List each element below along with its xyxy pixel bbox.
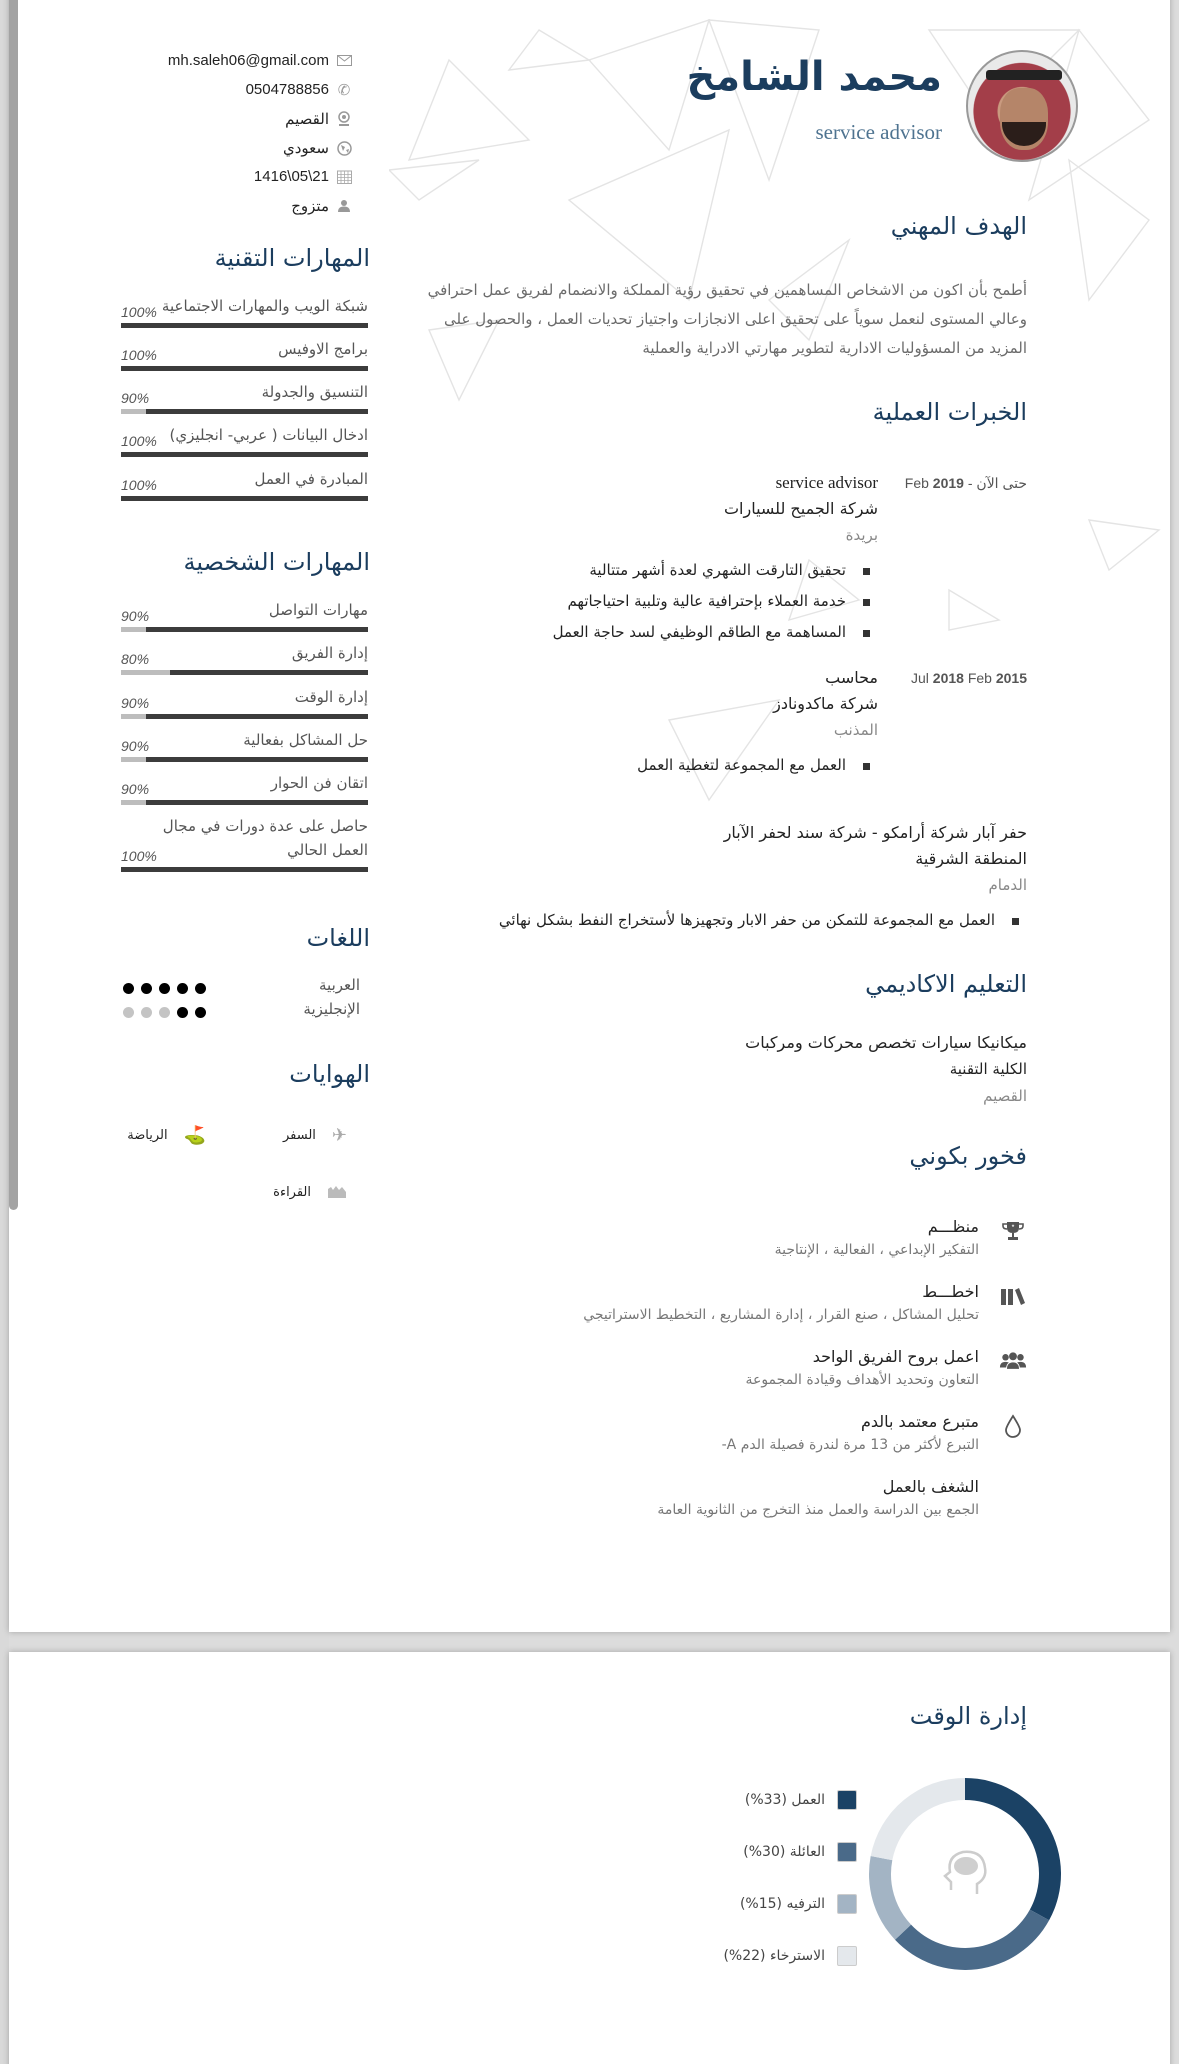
achievement-item	[527, 1280, 1027, 1336]
level-dot	[123, 983, 134, 994]
level-dot	[141, 1007, 152, 1018]
skill-percent: 100%	[121, 347, 157, 363]
skill-label: حل المشاكل بفعالية	[243, 731, 368, 749]
achievement-title: منظـــم	[927, 1217, 979, 1236]
skill-label: التنسيق والجدولة	[261, 383, 368, 401]
skill-percent: 80%	[121, 651, 150, 667]
language-label: العربية	[319, 976, 360, 994]
skill-percent: 90%	[121, 390, 150, 406]
skill-label: مهارات التواصل	[268, 601, 368, 619]
experience-job-title: حفر آبار شركة أرامكو - شركة سند لحفر الآبار	[723, 823, 1027, 842]
achievement-item	[527, 1215, 1027, 1271]
skill-progress-fill	[146, 627, 368, 632]
scrollbar-thumb[interactable]	[9, 0, 18, 1210]
scrollbar-track[interactable]	[0, 0, 9, 2064]
experience-job-title: service advisor	[775, 473, 878, 492]
level-dot	[123, 1007, 134, 1018]
skill-item	[121, 294, 368, 328]
level-dot	[177, 983, 188, 994]
phone-icon: ✆	[337, 81, 351, 99]
skill-item	[121, 380, 368, 414]
skill-percent: 100%	[121, 848, 157, 864]
experience-city: بريدة	[845, 526, 878, 544]
objective-title: الهدف المهني	[890, 212, 1027, 240]
resume-page-1	[9, 0, 1170, 1632]
donut-slice-2	[895, 1910, 1049, 1970]
hobby-reading	[273, 1182, 347, 1203]
calendar-icon	[336, 169, 352, 185]
legend-item	[745, 1790, 857, 1810]
contact-nationality	[283, 139, 352, 157]
marital-status-text: متزوج	[291, 198, 329, 215]
achievement-item	[527, 1410, 1027, 1466]
skill-progress-fill	[121, 366, 368, 371]
experience-company: شركة ماكدونادز	[773, 694, 878, 713]
experience-bullet: تحقيق التارقت الشهري لعدة أشهر متتالية	[553, 555, 878, 586]
location-text: القصيم	[285, 111, 329, 128]
education-title: التعليم الاكاديمي	[865, 970, 1027, 998]
chart-title: إدارة الوقت	[909, 1702, 1027, 1730]
hobby-label: السفر	[282, 1128, 316, 1143]
trophy-icon	[999, 1219, 1027, 1243]
legend-swatch	[837, 1946, 857, 1966]
skill-label: برامج الاوفيس	[278, 340, 368, 358]
books-icon	[999, 1284, 1027, 1308]
profile-photo	[966, 50, 1078, 162]
globe-icon	[336, 140, 352, 156]
education-degree: ميكانيكا سيارات تخصص محركات ومركبات	[745, 1033, 1027, 1052]
drop-icon	[999, 1414, 1027, 1438]
skill-progress-bar	[121, 757, 368, 762]
legend-swatch	[837, 1894, 857, 1914]
hobby-travel	[283, 1125, 347, 1146]
achievement-title: متبرع معتمد بالدم	[860, 1412, 979, 1431]
team-icon	[999, 1349, 1027, 1373]
experience-city: الدمام	[988, 876, 1027, 894]
experience-item-1	[553, 470, 878, 648]
legend-label: الترفيه (15%)	[739, 1896, 825, 1912]
skill-progress-fill	[170, 670, 368, 675]
brain-head-icon	[945, 1852, 985, 1894]
skill-progress-fill	[121, 867, 368, 872]
skill-item	[121, 771, 368, 805]
legend-swatch	[837, 1842, 857, 1862]
sports-icon: ⛳	[183, 1125, 206, 1146]
skill-percent: 90%	[121, 608, 150, 624]
skill-progress-bar	[121, 496, 368, 501]
skill-progress-bar	[121, 366, 368, 371]
skill-label: إدارة الوقت	[294, 688, 368, 706]
achievement-desc: الجمع بين الدراسة والعمل منذ التخرج من الثانوية العامة	[657, 1502, 979, 1518]
languages-title: اللغات	[306, 924, 370, 952]
skill-label: المبادرة في العمل	[254, 470, 368, 488]
skill-percent: 100%	[121, 433, 157, 449]
achievement-item	[527, 1345, 1027, 1401]
achievement-item	[527, 1475, 1027, 1531]
resume-page-2	[9, 1652, 1170, 2064]
legend-item	[740, 1894, 857, 1914]
legend-swatch	[837, 1790, 857, 1810]
skill-progress-bar	[121, 670, 368, 675]
skill-item	[121, 423, 368, 457]
language-item	[121, 1000, 368, 1024]
achievement-desc: التبرع لأكثر من 13 مرة لندرة فصيلة الدم A-	[721, 1437, 979, 1453]
experience-1-date: Feb 2019 - حتى الآن	[904, 475, 1027, 491]
nationality-text: سعودي	[283, 140, 329, 157]
contact-marital-status	[291, 197, 352, 215]
skill-item	[121, 337, 368, 371]
skill-item	[121, 728, 368, 762]
hobbies-title: الهوايات	[289, 1060, 370, 1088]
location-pin-icon	[336, 111, 352, 127]
skill-progress-fill	[121, 496, 368, 501]
experience-company: المنطقة الشرقية	[915, 849, 1027, 868]
time-management-donut-chart	[865, 1774, 1065, 1974]
level-dot	[159, 1007, 170, 1018]
experience-bullet: العمل مع المجموعة للتمكن من حفر الابار وتجهيزها لأستخراج النفط بشكل نهائي	[499, 905, 1027, 936]
donut-slice-4	[871, 1778, 965, 1860]
skill-label: شبكة الويب والمهارات الاجتماعية	[161, 297, 368, 315]
skill-item	[121, 641, 368, 675]
email-text: mh.saleh06@gmail.com	[167, 52, 329, 69]
candidate-name: محمد الشامخ	[686, 54, 942, 100]
skill-progress-bar	[121, 714, 368, 719]
language-level	[123, 983, 206, 994]
legend-label: الاسترخاء (22%)	[723, 1948, 825, 1964]
experience-bullet: المساهمة مع الطاقم الوظيفي لسد حاجة العمل	[553, 617, 878, 648]
achievements-title: فخور بكوني	[909, 1142, 1027, 1170]
skill-progress-bar	[121, 627, 368, 632]
level-dot	[195, 983, 206, 994]
level-dot	[141, 983, 152, 994]
candidate-job-title: service advisor	[815, 120, 942, 144]
hobby-label: القراءة	[273, 1185, 311, 1200]
level-dot	[177, 1007, 188, 1018]
skill-item	[121, 467, 368, 501]
experience-city: المذنب	[833, 721, 878, 739]
donut-slice-3	[869, 1856, 911, 1940]
skill-progress-fill	[121, 323, 368, 328]
education-item	[745, 1030, 1027, 1110]
hobby-label: الرياضة	[127, 1128, 168, 1143]
experience-bullet: خدمة العملاء بإحترافية عالية وتلبية احتياجاتهم	[553, 586, 878, 617]
skill-item	[121, 814, 368, 872]
skill-percent: 90%	[121, 781, 150, 797]
skill-progress-fill	[146, 757, 368, 762]
skill-progress-fill	[146, 409, 368, 414]
skill-label: إدارة الفريق	[291, 644, 368, 662]
skill-percent: 90%	[121, 695, 150, 711]
language-level	[123, 1007, 206, 1018]
envelope-icon	[336, 53, 352, 69]
achievement-desc: التعاون وتحديد الأهداف وقيادة المجموعة	[745, 1372, 979, 1388]
education-institution: الكلية التقنية	[949, 1060, 1027, 1078]
contact-location	[285, 110, 352, 128]
skill-progress-fill	[121, 452, 368, 457]
airplane-icon: ✈	[331, 1125, 347, 1146]
education-city: القصيم	[983, 1087, 1027, 1105]
legend-item	[723, 1946, 857, 1966]
skill-percent: 90%	[121, 738, 150, 754]
experience-job-title: محاسب	[825, 668, 878, 687]
experience-company: شركة الجميح للسيارات	[723, 499, 878, 518]
skill-progress-bar	[121, 409, 368, 414]
level-dot	[159, 983, 170, 994]
phone-text: 0504788856	[245, 81, 329, 98]
contact-email[interactable]	[168, 52, 352, 69]
experience-title: الخبرات العملية	[872, 398, 1027, 426]
objective-text: أطمح بأن اكون من الاشخاص المساهمين في تحقيق رؤية المملكة والانضمام لفريق عمل احترافي وعالي المستوى لنعمل سوياً على تحقيق اعلى الانجازات واجتياز تحديات العمل ، والحصول على المزيد من المسؤوليات الادارية لتطوير مهارتي الادراية والعملية	[427, 281, 1027, 357]
books-icon	[327, 1182, 347, 1203]
personal-skills-title: المهارات الشخصية	[183, 548, 370, 576]
skill-progress-bar	[121, 323, 368, 328]
legend-item	[743, 1842, 857, 1862]
skill-progress-fill	[146, 800, 368, 805]
achievement-title: الشغف بالعمل	[882, 1477, 979, 1496]
experience-item-3	[499, 820, 1027, 936]
experience-item-2	[637, 665, 878, 781]
contact-phone[interactable]	[246, 81, 352, 98]
donut-slice-1	[965, 1778, 1061, 1920]
skill-progress-bar	[121, 800, 368, 805]
skill-item	[121, 598, 368, 632]
contact-birthdate	[254, 168, 352, 185]
skill-label: حاصل على عدة دورات في مجال العمل الحالي	[162, 817, 368, 859]
skill-item	[121, 685, 368, 719]
skill-percent: 100%	[121, 477, 157, 493]
legend-label: العمل (33%)	[744, 1792, 825, 1808]
achievement-desc: التفكير الإبداعي ، الفعالية ، الإنتاجية	[774, 1242, 979, 1258]
technical-skills-title: المهارات التقنية	[214, 244, 370, 272]
achievement-title: اعمل بروح الفريق الواحد	[812, 1347, 979, 1366]
achievement-desc: تحليل المشاكل ، صنع القرار ، إدارة المشاريع ، التخطيط الاستراتيجي	[583, 1307, 979, 1323]
skill-progress-fill	[146, 714, 368, 719]
legend-label: العائلة (30%)	[743, 1844, 825, 1860]
experience-bullet: العمل مع المجموعة لتغطية العمل	[637, 750, 878, 781]
skill-percent: 100%	[121, 304, 157, 320]
skill-progress-bar	[121, 452, 368, 457]
skill-label: اتقان فن الحوار	[270, 774, 368, 792]
person-icon	[336, 198, 352, 214]
skill-label: ادخال البيانات ( عربي- انجليزي)	[169, 426, 368, 444]
language-label: الإنجليزية	[303, 1000, 360, 1018]
birthdate-text: 1416\05\21	[253, 168, 329, 185]
level-dot	[195, 1007, 206, 1018]
language-item	[121, 976, 368, 1000]
experience-2-date: Jul 2018 Feb 2015	[910, 670, 1027, 686]
achievement-title: اخطـــط	[922, 1282, 979, 1301]
skill-progress-bar	[121, 867, 368, 872]
hobby-sports	[127, 1125, 206, 1146]
